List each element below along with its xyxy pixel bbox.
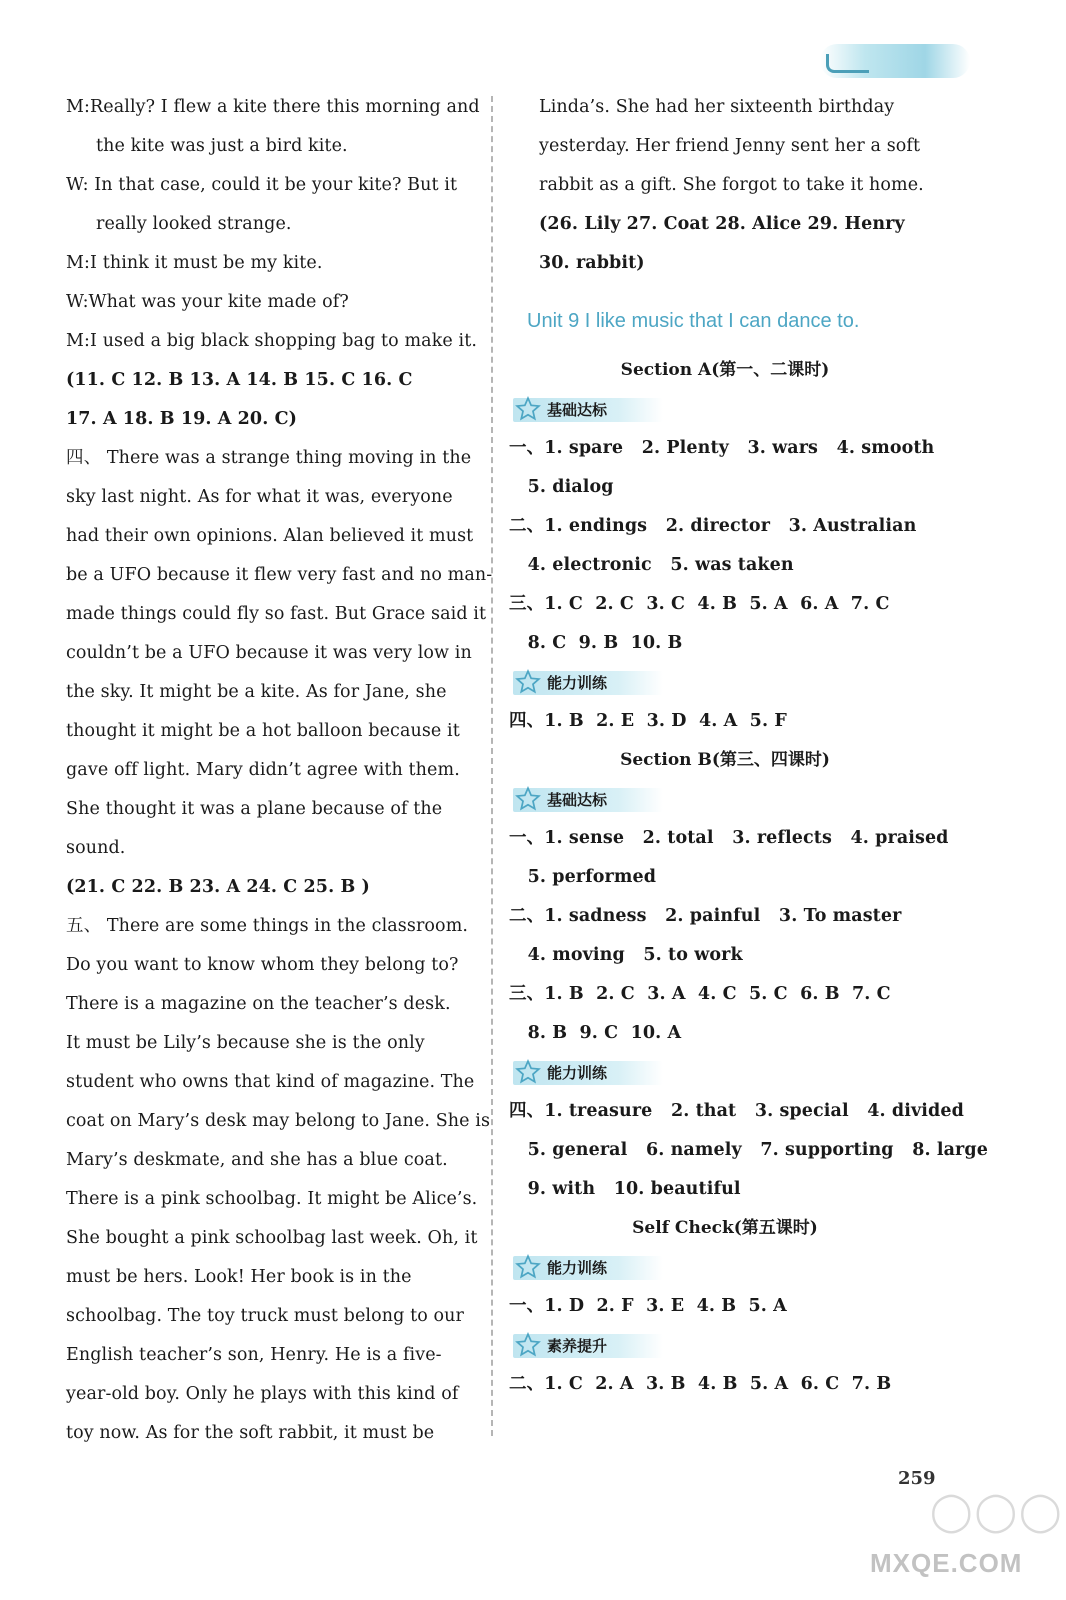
text-line: rabbit as a gift. She forgot to take it home. [539, 175, 924, 195]
text-line: 17. A 18. B 19. A 20. C) [66, 409, 297, 429]
text-line: coat on Mary’s desk may belong to Jane. She is [66, 1111, 491, 1131]
text-line: Mary’s deskmate, and she has a blue coat. [66, 1150, 448, 1170]
answer-line: 5. dialog [509, 477, 614, 497]
column-divider [491, 96, 493, 1436]
text-line: 四、 There was a strange thing moving in the [66, 448, 472, 468]
text-line: (21. C 22. B 23. A 24. C 25. B ) [66, 877, 370, 897]
self-check-heading: Self Check(第五课时) [632, 1218, 818, 1238]
left-column [66, 88, 493, 1453]
star-icon [515, 1254, 541, 1280]
star-icon [515, 396, 541, 422]
answer-line: 8. B 9. C 10. A [509, 1023, 682, 1043]
answer-line: 一、1. D 2. F 3. E 4. B 5. A [509, 1296, 787, 1316]
answer-line: 二、1. endings 2. director 3. Australian [509, 516, 917, 536]
text-line: the kite was just a bird kite. [96, 136, 348, 156]
text-line: sound. [66, 838, 126, 858]
star-icon [515, 1059, 541, 1085]
star-icon [515, 786, 541, 812]
answer-line: 三、1. C 2. C 3. C 4. B 5. A 6. A 7. C [509, 594, 890, 614]
text-line: couldn’t be a UFO because it was very low in [66, 643, 472, 663]
text-line: There is a pink schoolbag. It might be Alice’s. [66, 1189, 478, 1209]
text-line: She thought it was a plane because of the [66, 799, 443, 819]
text-line: She bought a pink schoolbag last week. Oh, it [66, 1228, 478, 1248]
text-line: must be hers. Look! Her book is in the [66, 1267, 412, 1287]
answer-line: 四、1. treasure 2. that 3. special 4. divided [509, 1101, 964, 1121]
banner-label: 能力训练 [513, 1061, 663, 1085]
answer-line: 三、1. B 2. C 3. A 4. C 5. C 6. B 7. C [509, 984, 891, 1004]
text-line: gave off light. Mary didn’t agree with them. [66, 760, 460, 780]
answer-line: 四、1. B 2. E 3. D 4. A 5. F [509, 711, 787, 731]
header-decoration [820, 44, 970, 78]
text-line: schoolbag. The toy truck must belong to our [66, 1306, 464, 1326]
banner-ability [509, 1248, 941, 1287]
text-line: M:I used a big black shopping bag to make it. [66, 331, 478, 351]
text-line: W:What was your kite made of? [66, 292, 349, 312]
watermark-logo: ◯◯◯ [930, 1488, 1064, 1533]
star-icon [515, 1332, 541, 1358]
answer-line: 二、1. sadness 2. painful 3. To master [509, 906, 902, 926]
banner-label: 基础达标 [513, 788, 663, 812]
text-line: toy now. As for the soft rabbit, it must be [66, 1423, 435, 1443]
text-line: English teacher’s son, Henry. He is a five- [66, 1345, 442, 1365]
answer-line: 一、1. sense 2. total 3. reflects 4. praised [509, 828, 949, 848]
section-a-heading: Section A(第一、二课时) [620, 360, 830, 380]
star-icon [515, 669, 541, 695]
text-line: M:I think it must be my kite. [66, 253, 323, 273]
banner-literacy [509, 1326, 941, 1365]
text-line: Do you want to know whom they belong to? [66, 955, 459, 975]
text-line: yesterday. Her friend Jenny sent her a soft [539, 136, 921, 156]
text-line: student who owns that kind of magazine. The [66, 1072, 475, 1092]
unit-title: Unit 9 I like music that I can dance to. [527, 310, 860, 332]
text-line: made things could fly so fast. But Grace said it [66, 604, 487, 624]
text-line: thought it might be a hot balloon because it [66, 721, 460, 741]
banner-label: 能力训练 [513, 1256, 663, 1280]
answer-line: 8. C 9. B 10. B [509, 633, 683, 653]
answer-line: 4. moving 5. to work [509, 945, 743, 965]
text-line: really looked strange. [96, 214, 292, 234]
watermark-text: MXQE.COM [870, 1548, 1023, 1578]
text-line: Linda’s. She had her sixteenth birthday [539, 97, 895, 117]
banner-label: 基础达标 [513, 398, 663, 422]
answer-line: 5. performed [509, 867, 657, 887]
banner-label: 能力训练 [513, 671, 663, 695]
banner-ability [509, 663, 941, 702]
banner-label: 素养提升 [513, 1334, 663, 1358]
text-line: 30. rabbit) [539, 253, 645, 273]
text-line: had their own opinions. Alan believed it must [66, 526, 474, 546]
section-b-heading: Section B(第三、四课时) [620, 750, 830, 770]
answer-line: 5. general 6. namely 7. supporting 8. large [509, 1140, 988, 1160]
text-line: (11. C 12. B 13. A 14. B 15. C 16. C [66, 370, 413, 390]
text-line: There is a magazine on the teacher’s desk. [66, 994, 451, 1014]
answer-line: 4. electronic 5. was taken [509, 555, 794, 575]
text-line: It must be Lily’s because she is the only [66, 1033, 425, 1053]
answer-line: 一、1. spare 2. Plenty 3. wars 4. smooth [509, 438, 935, 458]
answer-line: 9. with 10. beautiful [509, 1179, 741, 1199]
right-column [509, 88, 988, 1404]
text-line: (26. Lily 27. Coat 28. Alice 29. Henry [539, 214, 905, 234]
text-line: W: In that case, could it be your kite? But it [66, 175, 458, 195]
banner-basic [509, 390, 941, 429]
text-line: the sky. It might be a kite. As for Jane, she [66, 682, 447, 702]
text-line: sky last night. As for what it was, everyone [66, 487, 453, 507]
text-line: year-old boy. Only he plays with this kind of [66, 1384, 459, 1404]
answer-line: 二、1. C 2. A 3. B 4. B 5. A 6. C 7. B [509, 1374, 892, 1394]
text-line: 五、 There are some things in the classroom. [66, 916, 469, 936]
text-line: be a UFO because it flew very fast and no man- [66, 565, 493, 585]
banner-basic [509, 780, 941, 819]
banner-ability [509, 1053, 941, 1092]
text-line: M:Really? I flew a kite there this morning and [66, 97, 480, 117]
page-number: 259 [898, 1468, 936, 1489]
